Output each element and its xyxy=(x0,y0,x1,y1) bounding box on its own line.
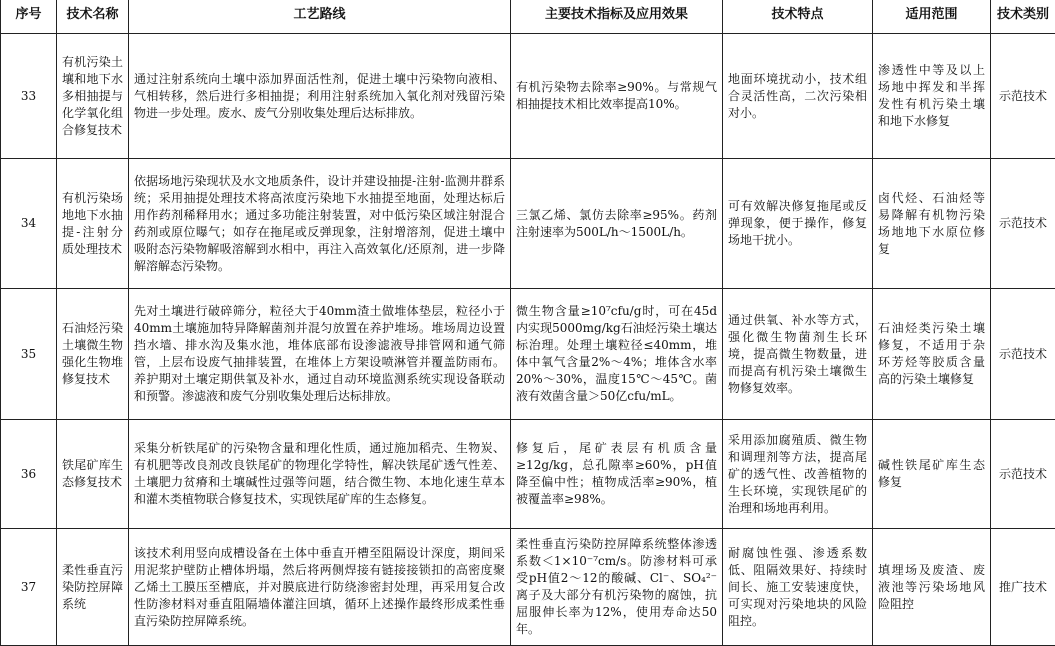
cell-route: 采集分析铁尾矿的污染物含量和理化性质，通过施加稻壳、生物炭、有机肥等改良剂改良铁尾矿的物理化学特性，解决铁尾矿透气性差、土壤肥力贫瘠和土壤碱性过强等问题，结合微生物、本地化速生草本和灌木类植物联合修复技术，实现铁尾矿库的生态修复。 xyxy=(129,420,511,529)
header-feature: 技术特点 xyxy=(723,0,873,34)
cell-effect: 微生物含量≥10⁷cfu/g时，可在45d内实现5000mg/kg石油烃污染土壤达标治理。处理土壤粒径≤40mm，堆体中氧气含量2%～4%；堆体含水率20%～30%，温度15℃～45℃。菌液有效菌含量＞50亿cfu/mL。 xyxy=(511,289,723,420)
cell-no: 33 xyxy=(1,34,57,159)
cell-name: 石油烃污染土壤微生物强化生物堆修复技术 xyxy=(57,289,129,420)
cell-scope: 渗透性中等及以上场地中挥发和半挥发性有机污染土壤和地下水修复 xyxy=(873,34,991,159)
cell-feature: 耐腐蚀性强、渗透系数低、阻隔效果好、持续时间长、施工安装速度快，可实现对污染地块的风险阻控。 xyxy=(723,529,873,646)
cell-scope: 卤代烃、石油烃等易降解有机物污染场地地下水原位修复 xyxy=(873,159,991,289)
cell-scope: 碱性铁尾矿库生态修复 xyxy=(873,420,991,529)
cell-feature: 地面环境扰动小，技术组合灵活性高，二次污染相对小。 xyxy=(723,34,873,159)
cell-feature: 可有效解决修复拖尾或反弹现象，便于操作，修复场地干扰小。 xyxy=(723,159,873,289)
cell-effect: 有机污染物去除率≥90%。与常规气相抽提技术相比效率提高10%。 xyxy=(511,34,723,159)
cell-route: 依据场地污染现状及水文地质条件，设计并建设抽提-注射-监测井群系统；采用抽提处理技术将高浓度污染地下水抽提至地面，处理达标后用作药剂稀释用水；通过多功能注射装置，对中低污染区域注射混合药剂或原位曝气；如存在拖尾或反弹现象，注射增溶剂，促进土壤中吸附态污染物解吸溶解到水相中，再注入高效氧化/还原剂，进一步降解溶解态污染物。 xyxy=(129,159,511,289)
header-name: 技术名称 xyxy=(57,0,129,34)
cell-route: 先对土壤进行破碎筛分，粒径大于40mm渣土做堆体垫层，粒径小于40mm土壤施加特异降解菌剂并混匀放置在养护堆场。堆场周边设置挡水墙、排水沟及集水池，堆体底部布设渗滤液导排管网和通气筛管，上层布设废气抽排装置，在堆体上方架设喷淋管并覆盖防雨布。养护期对土壤定期供氧及补水，通过自动环境监测系统实现设备联动和预警。渗滤液和废气分别收集处理后达标排放。 xyxy=(129,289,511,420)
cell-feature: 通过供氧、补水等方式，强化微生物菌剂生长环境，提高微生物数量，进而提高有机污染土壤微生物修复效率。 xyxy=(723,289,873,420)
header-effect: 主要技术指标及应用效果 xyxy=(511,0,723,34)
cell-name: 有机污染土壤和地下水多相抽提与化学氧化组合修复技术 xyxy=(57,34,129,159)
cell-route: 通过注射系统向土壤中添加界面活性剂，促进土壤中污染物向液相、气相转移，然后进行多相抽提；利用注射系统加入氧化剂对残留污染物进一步处理。废水、废气分别收集处理后达标排放。 xyxy=(129,34,511,159)
table-header-row xyxy=(1,0,1055,34)
cell-category: 示范技术 xyxy=(991,420,1055,529)
cell-category: 示范技术 xyxy=(991,159,1055,289)
cell-name: 有机污染场地地下水抽提-注射分质处理技术 xyxy=(57,159,129,289)
cell-no: 34 xyxy=(1,159,57,289)
cell-effect: 修复后，尾矿表层有机质含量≥12g/kg，总孔隙率≥60%，pH值降至偏中性；植物成活率≥90%，植被覆盖率≥98%。 xyxy=(511,420,723,529)
table-row xyxy=(1,420,1055,529)
cell-scope: 填埋场及废渣、废液池等污染场地风险阻控 xyxy=(873,529,991,646)
cell-name: 柔性垂直污染防控屏障系统 xyxy=(57,529,129,646)
cell-category: 示范技术 xyxy=(991,34,1055,159)
cell-route: 该技术利用竖向成槽设备在土体中垂直开槽至阻隔设计深度，期间采用泥浆护壁防止槽体坍塌，然后将两侧焊接有链接接锁扣的高密度聚乙烯土工膜压至槽底，并对膜底进行防绕渗密封处理，再采用复合改性防渗材料对垂直阻隔墙体灌注回填，循环上述操作最终形成柔性垂直污染防控屏障系统。 xyxy=(129,529,511,646)
header-route: 工艺路线 xyxy=(129,0,511,34)
table-row xyxy=(1,529,1055,646)
cell-feature: 采用添加腐殖质、微生物和调理剂等方法，提高尾矿的透气性、改善植物的生长环境，实现铁尾矿的治理和场地再利用。 xyxy=(723,420,873,529)
cell-scope: 石油烃类污染土壤修复，不适用于杂环芳烃等胶质含量高的污染土壤修复 xyxy=(873,289,991,420)
table-row xyxy=(1,159,1055,289)
cell-no: 35 xyxy=(1,289,57,420)
header-no: 序号 xyxy=(1,0,57,34)
cell-effect: 三氯乙烯、氯仿去除率≥95%。药剂注射速率为500L/h～1500L/h。 xyxy=(511,159,723,289)
cell-name: 铁尾矿库生态修复技术 xyxy=(57,420,129,529)
cell-no: 36 xyxy=(1,420,57,529)
header-scope: 适用范围 xyxy=(873,0,991,34)
header-category: 技术类别 xyxy=(991,0,1055,34)
cell-category: 推广技术 xyxy=(991,529,1055,646)
table-row xyxy=(1,34,1055,159)
cell-category: 示范技术 xyxy=(991,289,1055,420)
cell-no: 37 xyxy=(1,529,57,646)
table-row xyxy=(1,289,1055,420)
cell-effect: 柔性垂直污染防控屏障系统整体渗透系数＜1×10⁻⁷cm/s。防渗材料可承受pH值2～12的酸碱、Cl⁻、SO₄²⁻离子及大部分有机污染物的腐蚀，抗屈服伸长率为12%，使用寿命达50年。 xyxy=(511,529,723,646)
